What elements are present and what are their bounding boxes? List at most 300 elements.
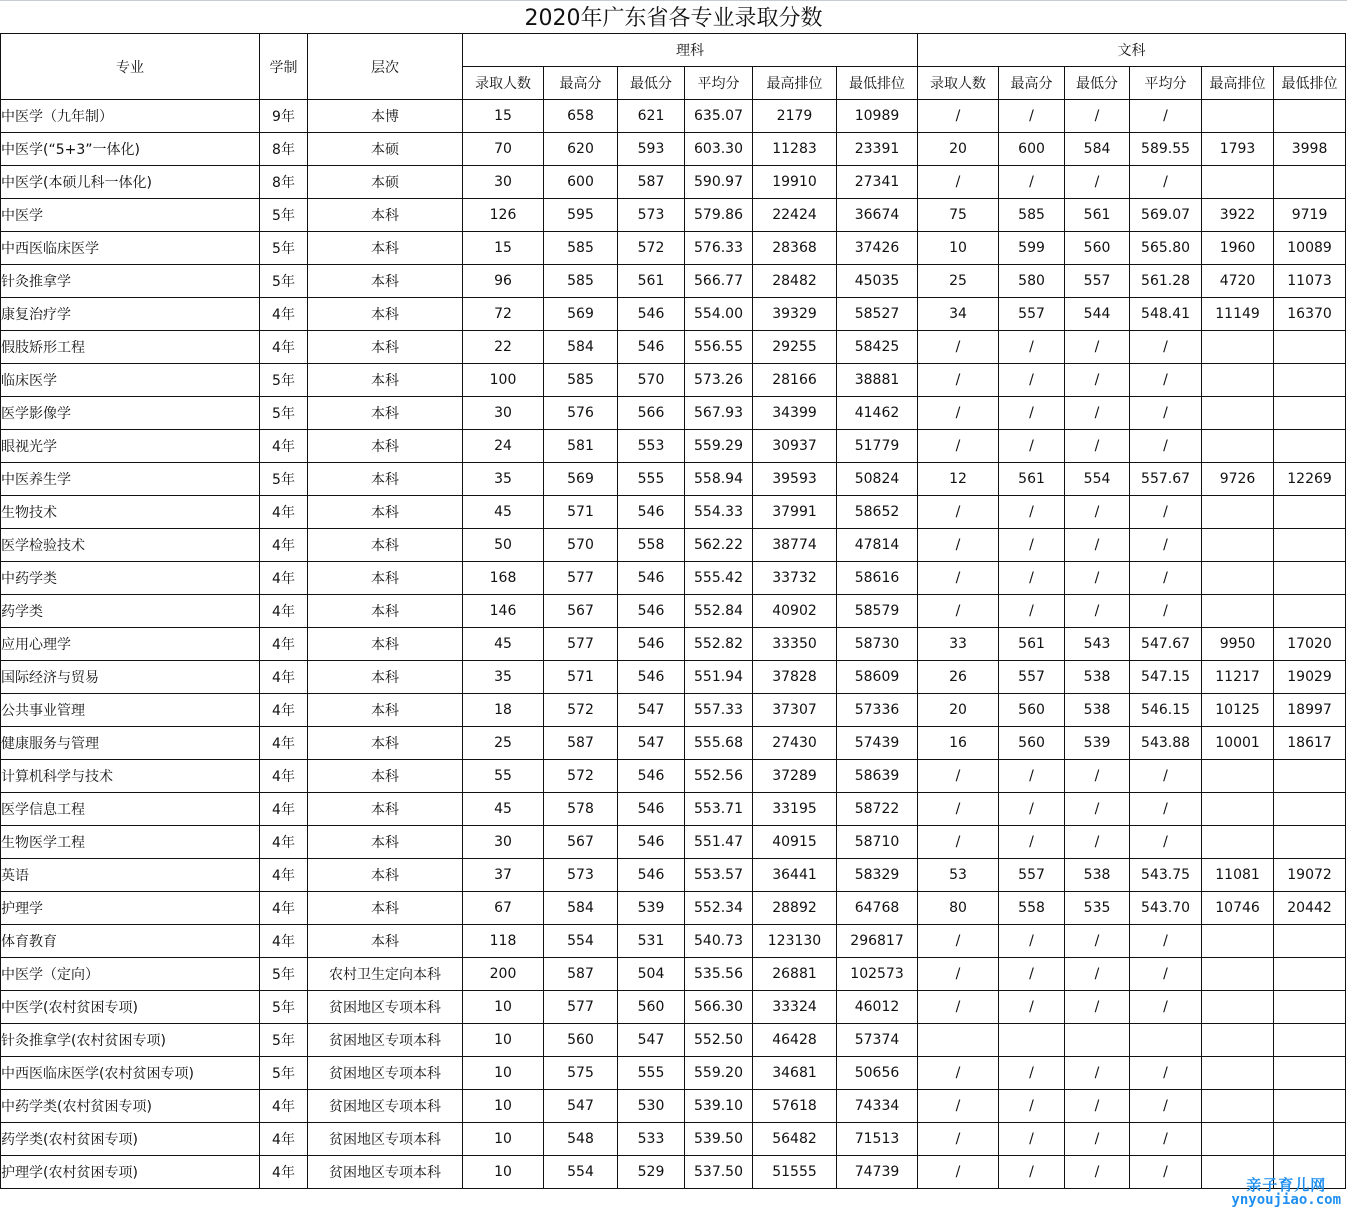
cell-arts-5: 12269 [1274,463,1346,496]
cell-science-1: 658 [544,100,618,133]
cell-science-3: 562.22 [685,529,753,562]
cell-level: 本硕 [308,166,463,199]
cell-arts-5 [1274,826,1346,859]
cell-arts-4 [1202,430,1274,463]
cell-science-3: 573.26 [685,364,753,397]
cell-science-5: 57439 [837,727,918,760]
table-title: 2020年广东省各专业录取分数 [0,0,1347,33]
cell-major: 生物医学工程 [1,826,260,859]
cell-level: 本科 [308,397,463,430]
cell-arts-0: 34 [918,298,999,331]
cell-major: 眼视光学 [1,430,260,463]
cell-duration: 5年 [260,958,308,991]
cell-science-1: 600 [544,166,618,199]
cell-science-2: 529 [618,1156,685,1189]
cell-science-3: 554.33 [685,496,753,529]
cell-science-4: 123130 [753,925,837,958]
admission-score-table [0,33,1346,1189]
cell-duration: 4年 [260,925,308,958]
cell-arts-1: / [999,397,1065,430]
cell-arts-5 [1274,793,1346,826]
cell-science-5: 46012 [837,991,918,1024]
cell-science-5: 58710 [837,826,918,859]
cell-major: 英语 [1,859,260,892]
cell-duration: 8年 [260,166,308,199]
cell-science-0: 10 [463,1024,544,1057]
table-row [1,430,1346,463]
cell-arts-5 [1274,925,1346,958]
cell-science-3: 566.30 [685,991,753,1024]
cell-science-2: 561 [618,265,685,298]
cell-arts-2: 543 [1065,628,1130,661]
cell-arts-5 [1274,100,1346,133]
cell-science-4: 37307 [753,694,837,727]
cell-arts-1: / [999,958,1065,991]
cell-science-3: 553.71 [685,793,753,826]
cell-arts-5: 18617 [1274,727,1346,760]
cell-science-5: 57374 [837,1024,918,1057]
cell-science-0: 35 [463,661,544,694]
header-science-col-0: 录取人数 [463,67,544,100]
cell-science-2: 531 [618,925,685,958]
header-major: 专业 [1,34,260,100]
cell-arts-4: 1793 [1202,133,1274,166]
cell-science-0: 45 [463,628,544,661]
cell-arts-2: / [1065,991,1130,1024]
table-row [1,628,1346,661]
cell-arts-1: / [999,1123,1065,1156]
cell-level: 贫困地区专项本科 [308,1024,463,1057]
cell-science-1: 569 [544,298,618,331]
cell-level: 本科 [308,298,463,331]
table-row [1,100,1346,133]
cell-science-0: 200 [463,958,544,991]
cell-level: 本科 [308,496,463,529]
cell-science-4: 19910 [753,166,837,199]
cell-arts-2: 557 [1065,265,1130,298]
cell-science-4: 28482 [753,265,837,298]
cell-science-1: 620 [544,133,618,166]
cell-science-2: 546 [618,661,685,694]
cell-science-3: 603.30 [685,133,753,166]
cell-science-4: 39329 [753,298,837,331]
cell-level: 贫困地区专项本科 [308,1123,463,1156]
cell-science-5: 57336 [837,694,918,727]
cell-major: 中医养生学 [1,463,260,496]
cell-level: 贫困地区专项本科 [308,1057,463,1090]
cell-level: 本博 [308,100,463,133]
table-row [1,133,1346,166]
cell-arts-4: 10001 [1202,727,1274,760]
cell-major: 健康服务与管理 [1,727,260,760]
cell-level: 本科 [308,628,463,661]
cell-science-5: 58616 [837,562,918,595]
cell-arts-1: / [999,1090,1065,1123]
cell-science-2: 504 [618,958,685,991]
cell-science-5: 38881 [837,364,918,397]
cell-arts-1: / [999,1057,1065,1090]
cell-science-3: 559.20 [685,1057,753,1090]
cell-arts-5: 19072 [1274,859,1346,892]
cell-arts-2: / [1065,1156,1130,1189]
cell-level: 本科 [308,529,463,562]
cell-science-5: 58639 [837,760,918,793]
cell-major: 针灸推拿学 [1,265,260,298]
cell-science-0: 37 [463,859,544,892]
cell-science-2: 546 [618,760,685,793]
header-arts-col-3: 平均分 [1130,67,1202,100]
cell-arts-1: / [999,166,1065,199]
cell-science-2: 547 [618,727,685,760]
cell-science-2: 560 [618,991,685,1024]
cell-arts-2: / [1065,595,1130,628]
cell-science-0: 10 [463,1123,544,1156]
cell-arts-2: 538 [1065,859,1130,892]
cell-arts-5 [1274,430,1346,463]
cell-level: 农村卫生定向本科 [308,958,463,991]
cell-arts-1: / [999,562,1065,595]
cell-science-5: 58652 [837,496,918,529]
cell-arts-4 [1202,529,1274,562]
cell-arts-5: 16370 [1274,298,1346,331]
cell-level: 本科 [308,859,463,892]
cell-arts-0 [918,1024,999,1057]
cell-arts-5: 18997 [1274,694,1346,727]
cell-science-1: 585 [544,232,618,265]
cell-level: 本科 [308,463,463,496]
cell-arts-3: 548.41 [1130,298,1202,331]
cell-arts-2: / [1065,826,1130,859]
cell-arts-3: / [1130,1057,1202,1090]
cell-science-3: 553.57 [685,859,753,892]
cell-science-0: 146 [463,595,544,628]
header-arts-group: 文科 [918,34,1346,67]
cell-arts-0: / [918,595,999,628]
cell-arts-0: 33 [918,628,999,661]
cell-duration: 4年 [260,760,308,793]
header-arts-col-1: 最高分 [999,67,1065,100]
cell-arts-0: / [918,562,999,595]
cell-arts-5 [1274,1057,1346,1090]
cell-arts-1: 557 [999,859,1065,892]
cell-arts-0: / [918,364,999,397]
cell-science-4: 40902 [753,595,837,628]
cell-science-3: 552.56 [685,760,753,793]
cell-science-1: 554 [544,1156,618,1189]
cell-arts-4 [1202,1090,1274,1123]
cell-duration: 4年 [260,727,308,760]
cell-arts-3: 543.75 [1130,859,1202,892]
cell-arts-2: 584 [1065,133,1130,166]
cell-science-2: 546 [618,496,685,529]
cell-major: 中西医临床医学(农村贫困专项) [1,1057,260,1090]
cell-science-0: 22 [463,331,544,364]
cell-science-4: 36441 [753,859,837,892]
cell-duration: 5年 [260,1057,308,1090]
cell-major: 医学信息工程 [1,793,260,826]
cell-arts-4 [1202,760,1274,793]
cell-science-0: 10 [463,1156,544,1189]
table-row [1,463,1346,496]
cell-science-3: 552.82 [685,628,753,661]
cell-arts-1: / [999,793,1065,826]
cell-arts-5 [1274,364,1346,397]
cell-arts-0: 10 [918,232,999,265]
header-arts-col-0: 录取人数 [918,67,999,100]
table-row [1,1090,1346,1123]
cell-duration: 5年 [260,232,308,265]
cell-duration: 4年 [260,562,308,595]
cell-arts-2: / [1065,562,1130,595]
cell-arts-1: 585 [999,199,1065,232]
cell-arts-0: 26 [918,661,999,694]
cell-major: 国际经济与贸易 [1,661,260,694]
cell-science-0: 30 [463,826,544,859]
cell-science-1: 585 [544,364,618,397]
cell-arts-1: / [999,100,1065,133]
cell-science-5: 27341 [837,166,918,199]
cell-science-2: 553 [618,430,685,463]
cell-duration: 4年 [260,859,308,892]
cell-science-4: 2179 [753,100,837,133]
cell-science-1: 578 [544,793,618,826]
cell-arts-3: / [1130,331,1202,364]
cell-duration: 4年 [260,496,308,529]
cell-arts-2: 560 [1065,232,1130,265]
cell-science-0: 10 [463,1090,544,1123]
cell-science-3: 556.55 [685,331,753,364]
cell-science-5: 74739 [837,1156,918,1189]
cell-arts-4: 10746 [1202,892,1274,925]
cell-arts-1: / [999,496,1065,529]
cell-science-0: 72 [463,298,544,331]
cell-level: 本科 [308,562,463,595]
cell-science-2: 546 [618,562,685,595]
cell-major: 中西医临床医学 [1,232,260,265]
cell-arts-0: / [918,826,999,859]
cell-level: 本科 [308,694,463,727]
cell-major: 中药学类 [1,562,260,595]
cell-science-2: 546 [618,793,685,826]
table-row [1,166,1346,199]
cell-arts-5 [1274,496,1346,529]
table-row [1,760,1346,793]
cell-arts-3: / [1130,958,1202,991]
cell-arts-0: 75 [918,199,999,232]
cell-science-3: 635.07 [685,100,753,133]
table-row [1,793,1346,826]
table-row [1,364,1346,397]
cell-arts-1: / [999,826,1065,859]
cell-science-5: 58579 [837,595,918,628]
cell-science-2: 558 [618,529,685,562]
cell-arts-4: 9950 [1202,628,1274,661]
cell-science-1: 576 [544,397,618,430]
cell-major: 计算机科学与技术 [1,760,260,793]
cell-arts-0: 16 [918,727,999,760]
cell-science-3: 558.94 [685,463,753,496]
cell-major: 公共事业管理 [1,694,260,727]
cell-arts-1: / [999,760,1065,793]
table-row [1,298,1346,331]
cell-science-3: 552.50 [685,1024,753,1057]
cell-arts-3: 565.80 [1130,232,1202,265]
header-arts-col-4: 最高排位 [1202,67,1274,100]
cell-science-4: 37828 [753,661,837,694]
cell-arts-3: / [1130,1090,1202,1123]
cell-duration: 4年 [260,628,308,661]
cell-arts-4: 1960 [1202,232,1274,265]
cell-science-5: 36674 [837,199,918,232]
cell-science-2: 546 [618,826,685,859]
cell-arts-5 [1274,595,1346,628]
cell-arts-0: 20 [918,694,999,727]
cell-science-2: 593 [618,133,685,166]
cell-science-1: 571 [544,661,618,694]
cell-arts-3: / [1130,925,1202,958]
cell-science-3: 540.73 [685,925,753,958]
cell-arts-1: 580 [999,265,1065,298]
cell-level: 本科 [308,199,463,232]
cell-arts-4 [1202,1024,1274,1057]
cell-science-1: 572 [544,760,618,793]
table-row [1,397,1346,430]
cell-science-1: 572 [544,694,618,727]
cell-arts-4 [1202,100,1274,133]
cell-science-4: 46428 [753,1024,837,1057]
header-science-col-4: 最高排位 [753,67,837,100]
cell-duration: 5年 [260,463,308,496]
cell-science-2: 546 [618,331,685,364]
cell-arts-0: / [918,331,999,364]
cell-major: 临床医学 [1,364,260,397]
cell-arts-2: 539 [1065,727,1130,760]
cell-duration: 4年 [260,1123,308,1156]
cell-science-4: 26881 [753,958,837,991]
cell-science-1: 595 [544,199,618,232]
cell-science-5: 58730 [837,628,918,661]
cell-level: 贫困地区专项本科 [308,1156,463,1189]
cell-science-5: 47814 [837,529,918,562]
header-arts-col-5: 最低排位 [1274,67,1346,100]
cell-arts-3: 546.15 [1130,694,1202,727]
cell-major: 中医学（定向） [1,958,260,991]
cell-arts-2 [1065,1024,1130,1057]
cell-arts-3: / [1130,793,1202,826]
table-row [1,1123,1346,1156]
cell-science-0: 118 [463,925,544,958]
cell-major: 中医学(本硕儿科一体化) [1,166,260,199]
cell-arts-5 [1274,397,1346,430]
cell-arts-2: 538 [1065,661,1130,694]
cell-arts-5 [1274,331,1346,364]
cell-science-1: 570 [544,529,618,562]
cell-science-1: 548 [544,1123,618,1156]
cell-science-3: 551.47 [685,826,753,859]
table-row [1,661,1346,694]
cell-science-4: 27430 [753,727,837,760]
cell-arts-4 [1202,397,1274,430]
cell-science-5: 10989 [837,100,918,133]
cell-science-5: 37426 [837,232,918,265]
cell-arts-0: 25 [918,265,999,298]
cell-science-0: 50 [463,529,544,562]
cell-science-0: 24 [463,430,544,463]
cell-arts-0: / [918,1090,999,1123]
cell-science-3: 537.50 [685,1156,753,1189]
table-row [1,331,1346,364]
cell-arts-4 [1202,958,1274,991]
cell-arts-2: / [1065,793,1130,826]
cell-arts-1: / [999,430,1065,463]
cell-arts-2: / [1065,331,1130,364]
cell-science-4: 38774 [753,529,837,562]
cell-arts-2: / [1065,1123,1130,1156]
cell-arts-4: 10125 [1202,694,1274,727]
cell-duration: 4年 [260,793,308,826]
cell-science-0: 100 [463,364,544,397]
cell-science-0: 15 [463,100,544,133]
cell-arts-4 [1202,496,1274,529]
cell-arts-5: 11073 [1274,265,1346,298]
cell-duration: 4年 [260,529,308,562]
cell-level: 本科 [308,265,463,298]
header-arts-col-2: 最低分 [1065,67,1130,100]
cell-arts-2: / [1065,1090,1130,1123]
cell-science-4: 28892 [753,892,837,925]
cell-duration: 4年 [260,595,308,628]
cell-arts-4 [1202,793,1274,826]
watermark-site-name: 亲子育儿网 [1246,1176,1327,1194]
cell-arts-0: / [918,760,999,793]
cell-arts-1: 560 [999,694,1065,727]
cell-level: 本科 [308,232,463,265]
cell-arts-0: / [918,1156,999,1189]
cell-arts-1: 561 [999,463,1065,496]
cell-science-3: 555.42 [685,562,753,595]
cell-arts-1: 561 [999,628,1065,661]
cell-science-3: 551.94 [685,661,753,694]
cell-science-1: 567 [544,826,618,859]
cell-arts-3: 569.07 [1130,199,1202,232]
cell-arts-2: / [1065,760,1130,793]
cell-arts-2: / [1065,397,1130,430]
cell-science-1: 573 [544,859,618,892]
cell-duration: 5年 [260,265,308,298]
cell-science-4: 51555 [753,1156,837,1189]
cell-science-3: 539.10 [685,1090,753,1123]
cell-duration: 4年 [260,430,308,463]
cell-major: 康复治疗学 [1,298,260,331]
cell-duration: 5年 [260,397,308,430]
cell-arts-5: 20442 [1274,892,1346,925]
cell-science-3: 552.34 [685,892,753,925]
cell-arts-2: / [1065,925,1130,958]
cell-duration: 5年 [260,991,308,1024]
cell-major: 药学类(农村贫困专项) [1,1123,260,1156]
cell-arts-0: 53 [918,859,999,892]
table-row [1,265,1346,298]
table-row [1,1156,1346,1189]
cell-arts-3: 543.88 [1130,727,1202,760]
cell-arts-0: / [918,793,999,826]
cell-level: 本科 [308,760,463,793]
cell-science-0: 10 [463,991,544,1024]
cell-arts-5 [1274,562,1346,595]
cell-arts-3: / [1130,397,1202,430]
cell-level: 本科 [308,331,463,364]
cell-arts-3: / [1130,364,1202,397]
